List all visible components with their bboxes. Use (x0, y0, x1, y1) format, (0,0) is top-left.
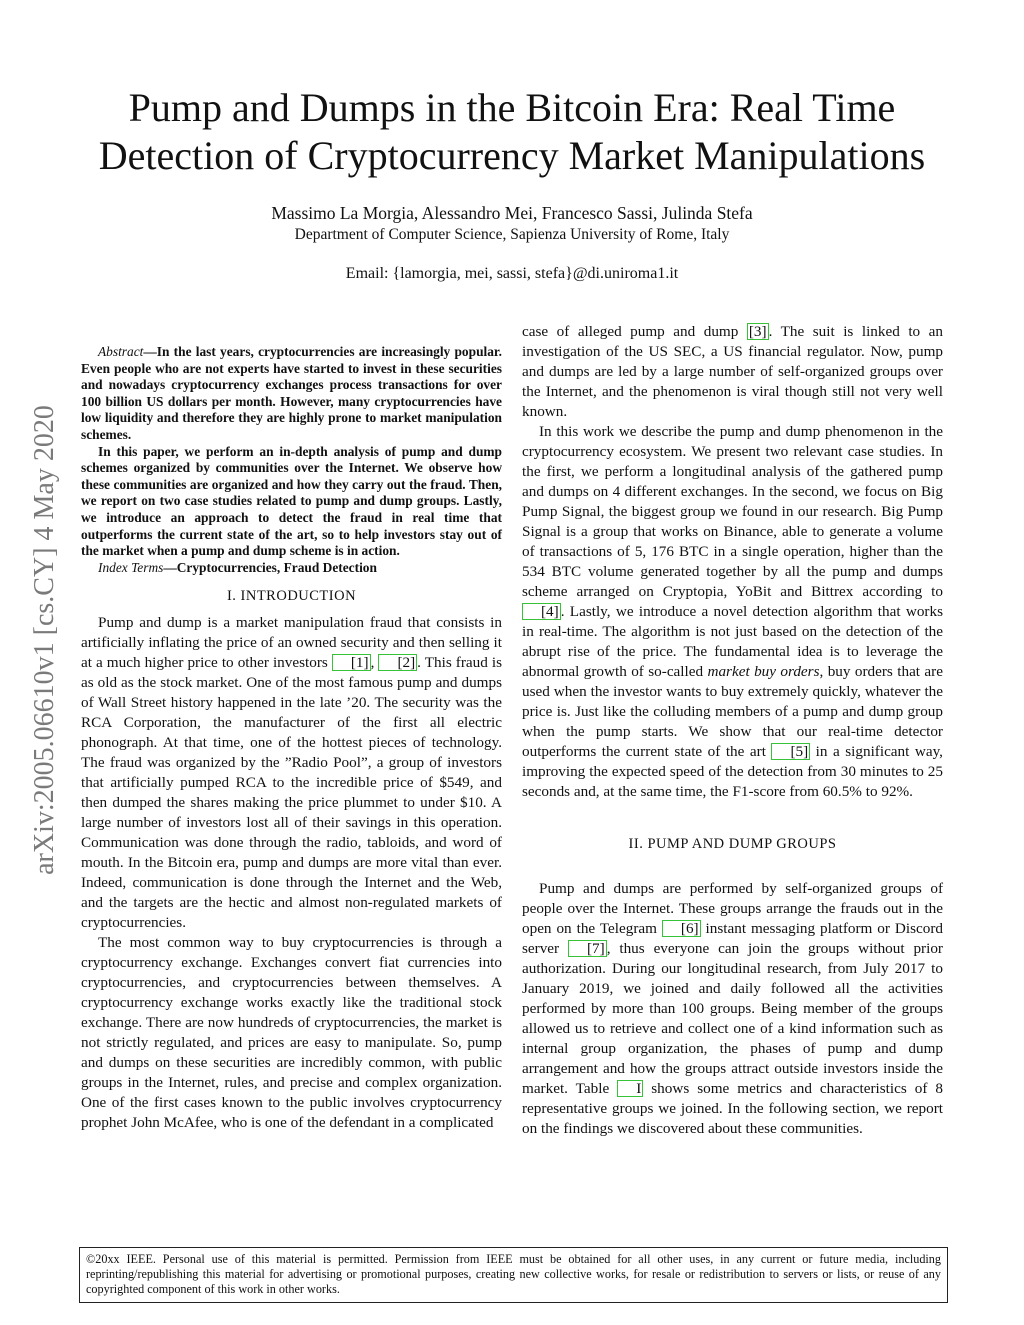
abstract-text-2: In this paper, we perform an in-depth analysis of pump and dump schemes organized by communities over the Internet. We observe how these communities are organized and how they carry out the fraud. Then, we report on two case studies related to pump and dump groups. Lastly, we introduce an approach to detect the fraud in real time that outperforms the current state of the art, so to help investors stay out of the market when a pump and dump scheme is in action. (81, 443, 502, 559)
arxiv-id: arXiv:2005.06610v1 [cs.CY] 4 May 2020 (29, 405, 60, 875)
copyright-notice: ©20xx IEEE. Personal use of this material is permitted. Permission from IEEE must be obtained for all other uses, in any current or future media, including reprinting/republishing this material for advertising or promotional purposes, creating new collective works, for resale or redistribution to servers or lists, or reuse of any copyrighted component of this work in other works. (79, 1247, 948, 1303)
arxiv-sidebar (20, 340, 70, 940)
citation-link[interactable]: [5] (771, 743, 810, 760)
body-text: in a significant way, improving the expected speed of the detection from 30 minutes to 25 seconds and, at the same time, the F1-score from 60.5% to 92%. (522, 743, 943, 800)
right-column (522, 322, 943, 1139)
body-text: , buy orders that are used when the investor wants to buy extremely quickly, whatever the price is. Just like the colluding members of a pump and dump group when the pump starts. We show that our real-time detector outperforms the current state of the art (522, 663, 943, 760)
affiliation: Department of Computer Science, Sapienza University of Rome, Italy (294, 226, 730, 243)
body-text: instant messaging platform or Discord server (522, 920, 943, 957)
abstract-paragraph-1 (81, 344, 502, 444)
emphasis-text: market buy orders (707, 663, 820, 680)
citation-link[interactable]: [6] (662, 920, 701, 937)
body-text: case of alleged pump and dump (522, 323, 747, 340)
abstract-label: Abstract (98, 344, 144, 359)
table-reference-link[interactable]: I (617, 1080, 643, 1097)
email: Email: {lamorgia, mei, sassi, stefa}@di.uniroma1.it (345, 265, 679, 282)
index-terms-label: Index Terms (98, 559, 164, 575)
title-line-2: Detection of Cryptocurrency Market Manipulations (98, 133, 926, 178)
citation-link[interactable]: [2] (378, 654, 417, 671)
body-text: . The suit is linked to an investigation of the US SEC, a US financial regulator. Now, pump and dumps are led by a large number of self-organized groups over the Internet, and the phenomenon is viral though still not very well known. (522, 323, 943, 420)
intro-paragraph-1 (81, 613, 502, 933)
right-paragraph-2 (522, 422, 943, 802)
citation-link[interactable]: [7] (568, 940, 607, 957)
abstract-text-1: —In the last years, cryptocurrencies are increasingly popular. Even people who are not experts have started to invest in these securities and nowadays cryptocurrency exchanges process transactions for over 100 billion US dollars per month. However, many cryptocurrencies have low liquidity and therefore they are highly prone to market manipulation schemes. (81, 344, 502, 442)
intro-text: , (370, 654, 379, 672)
right-paragraph-1 (522, 322, 943, 422)
citation-link[interactable]: [3] (748, 323, 767, 340)
section-heading-introduction: I. INTRODUCTION (226, 588, 357, 605)
intro-paragraph-2: The most common way to buy cryptocurrencies is through a cryptocurrency exchange. Exchanges convert fiat currencies into cryptocurrencies, and cryptocurrencies between themselves. A cryptocurrency exchange works exactly like the traditional stock exchange. There are now hundreds of cryptocurrencies, the market is not strictly regulated, and prices are easy to manipulate. So, pump and dumps on these securities are incredibly common, with public groups in the Internet, rules, and precise and complex organization. One of the first cases known to the public involves cryptocurrency prophet John McAfee, who is one of the defendant in a complicated (81, 934, 502, 1132)
body-text: , thus everyone can join the groups without prior authorization. During our longitudinal research, from July 2017 to January 2019, we joined and daily followed all the activities performed by more than 100 groups. Being member of the groups allowed us to retrieve and collect one of a kind information such as internal group organization, the phases of pump and dump arrangement and how the groups attract outside investors inside the market. Table (522, 940, 943, 1097)
body-text: . Lastly, we introduce a novel detection algorithm that works in real-time. The algorithm is not just based on the detection of the abrupt rise of the price. The fundamental idea is to leverage the abnormal growth of so-called (522, 603, 943, 680)
index-terms-text: —Cryptocurrencies, Fraud Detection (163, 559, 377, 575)
body-text: Pump and dumps are performed by self-organized groups of people over the Internet. These groups arrange the frauds out in the open on the Telegram (522, 880, 943, 937)
abstract-paragraph-2 (81, 444, 502, 560)
right-paragraph-3 (522, 879, 943, 1139)
left-column (81, 322, 502, 1133)
intro-text: Pump and dump is a market manipulation fraud that consists in artificially inflating the price of an owned security and then selling it at a much higher price to other investors (81, 614, 502, 672)
citation-link[interactable]: [4] (522, 603, 561, 620)
intro-text: . This fraud is as old as the stock market. One of the most famous pump and dumps of Wall Street history happened in the late ’20. The security was the RCA Corporation, the manufacturer of the first all electric phonograph. At that time, one of the hottest pieces of technology. The fraud was organized by the ”Radio Pool”, a group of investors that artificially pumped RCA to the incredible price of $549, and then dumped the shares making the price plummet to under $10. A large number of investors lost all of their savings in this operation. Communication was done through the radio, tabloids, and word of mouth. In the Bitcoin era, pump and dumps are more vital than ever. Indeed, communication is done through the Internet and the Web, and the targets are the hectic and almost non-regulated markets of cryptocurrencies. (81, 654, 503, 932)
paper-title (0, 84, 1024, 180)
body-text: shows some metrics and characteristics of 8 representative groups we joined. In the following section, we report on the findings we discovered about these communities. (522, 1080, 944, 1137)
citation-link[interactable]: [1] (332, 654, 371, 671)
section-heading-pump-groups: II. PUMP AND DUMP GROUPS (628, 836, 837, 852)
body-text: In this work we describe the pump and dump phenomenon in the cryptocurrency ecosystem. We present two relevant case studies. In the first, we perform a longitudinal analysis of the gathered pump and dumps on 4 different exchanges. In the second, we focus on Big Pump Signal, the biggest group we found in our research. Big Pump Signal is a group that works on Binance, able to generate a volume of transactions of 5, 176 BTC in a single operation, higher than the 534 BTC volume generated together by all the pump and dumps scheme arranged on Cryptopia, YoBit and Bittrex according to (522, 423, 943, 600)
index-terms (81, 560, 502, 577)
authors: Massimo La Morgia, Alessandro Mei, Francesco Sassi, Julinda Stefa (271, 203, 753, 223)
title-line-1: Pump and Dumps in the Bitcoin Era: Real Time (128, 85, 896, 130)
